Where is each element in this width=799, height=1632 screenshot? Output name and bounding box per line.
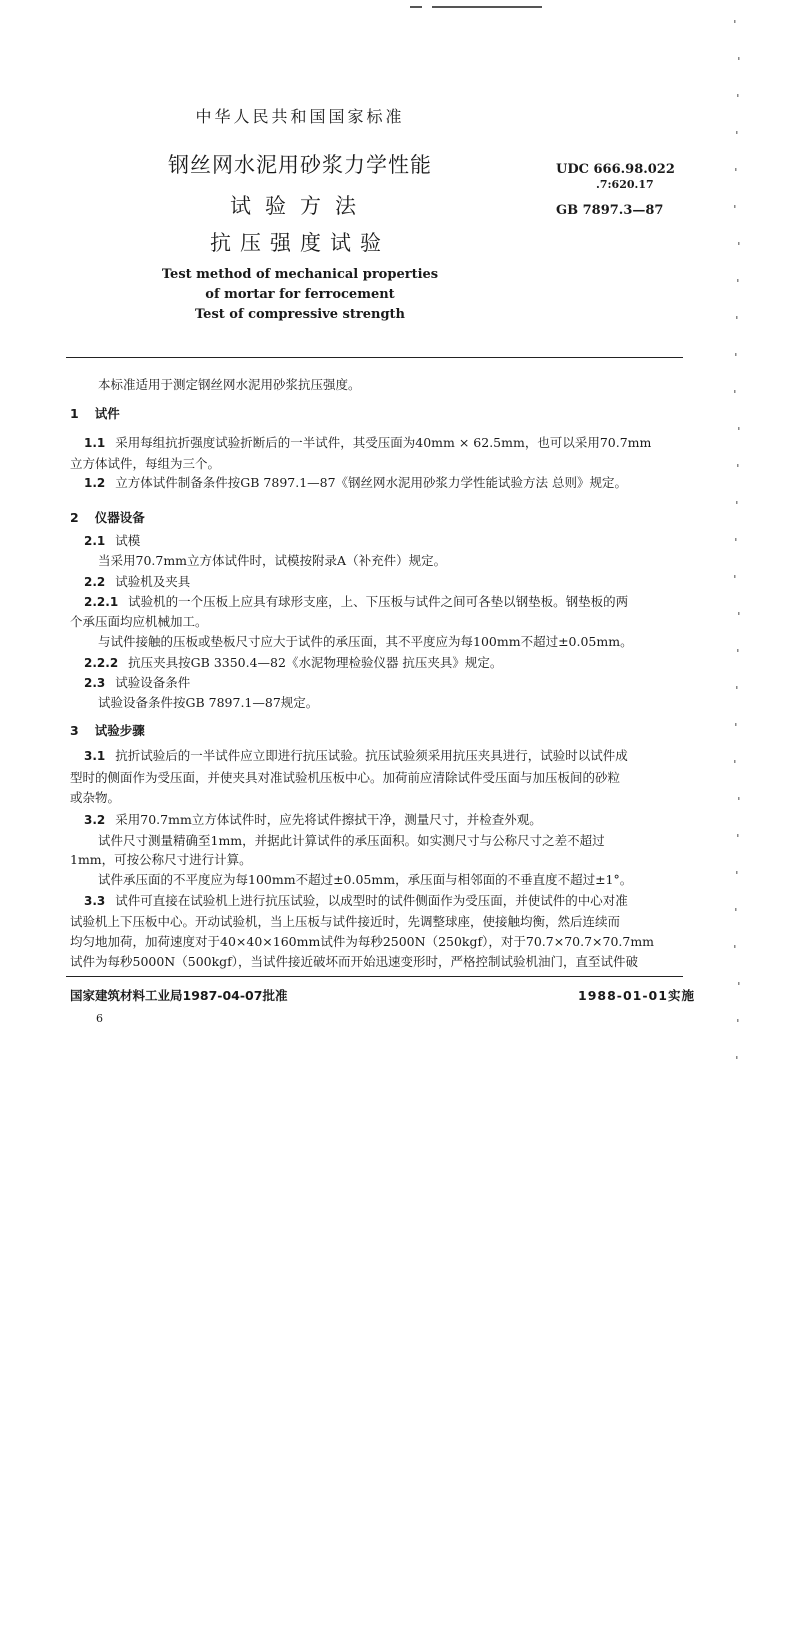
- speckle-dot: [735, 353, 737, 356]
- page-number: 6: [96, 1012, 103, 1025]
- clause-title: 试验设备条件: [115, 675, 191, 690]
- speckle-dot: [737, 1019, 739, 1022]
- speckle-dot: [736, 316, 738, 319]
- clause-3-3: [84, 893, 628, 909]
- speckle-dot: [738, 797, 740, 800]
- section-title: 仪器设备: [94, 510, 145, 525]
- clause-3-1: [84, 748, 628, 764]
- clause-2-3: [84, 675, 190, 691]
- english-title-line-2: of mortar for ferrocement: [205, 287, 395, 302]
- clause-3-2: [84, 812, 542, 828]
- clause-3-1-cont-1: 型时的侧面作为受压面，并使夹具对准试验机压板中心。加荷前应清除试件受压面与加压板间的砂粒: [70, 770, 621, 785]
- speckle-dot: [734, 205, 736, 208]
- footer-divider: [66, 976, 683, 977]
- effective-date: 1988-01-01实施: [578, 988, 695, 1003]
- clause-number: 2.3: [84, 676, 106, 690]
- speckle-dot: [736, 501, 738, 504]
- clause-3-3-cont-2: 均匀地加荷，加荷速度对于40×40×160mm试件为每秒2500N（250kgf），对于70.7×70.7×70.7mm: [70, 934, 655, 949]
- speckle-dot: [737, 279, 739, 282]
- clause-number: 1.2: [84, 476, 106, 490]
- clause-text: 试验机的一个压板上应具有球形支座，上、下压板与试件之间可各垫以钢垫板。钢垫板的两: [128, 594, 629, 609]
- section-title: 试验步骤: [94, 723, 145, 738]
- scan-mark-top-short: [410, 6, 422, 8]
- clause-number: 1.1: [84, 436, 106, 450]
- speckle-dot: [734, 20, 736, 23]
- title-line-3: 抗压强度试验: [210, 231, 390, 255]
- speckle-dot: [736, 686, 738, 689]
- speckle-dot: [738, 242, 740, 245]
- gb-code: GB 7897.3—87: [556, 203, 664, 218]
- clause-number: 2.2.2: [84, 656, 119, 670]
- section-2-heading: [70, 507, 145, 526]
- speckle-dot: [737, 649, 739, 652]
- speckle-dot: [736, 871, 738, 874]
- clause-text: 抗压夹具按GB 3350.4—82《水泥物理检验仪器 抗压夹具》规定。: [128, 655, 503, 670]
- clause-2-1-text: 当采用70.7mm立方体试件时，试模按附录A（补充件）规定。: [98, 553, 447, 568]
- english-title-line-1: Test method of mechanical properties: [161, 267, 439, 282]
- speckle-dot: [735, 538, 737, 541]
- clause-number: 2.2.1: [84, 595, 119, 609]
- section-3-heading: [70, 720, 145, 739]
- section-number: 3: [70, 723, 79, 738]
- title-line-2: 试验方法: [230, 194, 370, 218]
- clause-3-3-cont-1: 试验机上下压板中心。开动试验机，当上压板与试件接近时，先调整球座，使接触均衡，然后连续而: [70, 914, 621, 929]
- section-number: 1: [70, 406, 79, 421]
- speckle-dot: [738, 612, 740, 615]
- clause-text: 试件可直接在试验机上进行抗压试验，以成型时的试件侧面作为受压面，并使试件的中心对准: [115, 893, 628, 908]
- approval-line: 国家建筑材料工业局1987-04-07批准: [70, 988, 288, 1003]
- national-standard-label: 中华人民共和国国家标准: [195, 107, 405, 126]
- speckle-dot: [734, 575, 736, 578]
- clause-text: 抗折试验后的一半试件应立即进行抗压试验。抗压试验须采用抗压夹具进行，试验时以试件成: [115, 748, 628, 763]
- speckle-dot: [734, 390, 736, 393]
- speckle-dot: [735, 168, 737, 171]
- udc-code: UDC 666.98.022: [556, 162, 675, 177]
- clause-text: 采用70.7mm立方体试件时，应先将试件擦拭干净，测量尺寸，并检查外观。: [115, 812, 542, 827]
- speckle-dot: [734, 945, 736, 948]
- speckle-dot: [736, 131, 738, 134]
- clause-2-2-1-flatness: 与试件接触的压板或垫板尺寸应大于试件的承压面，其不平度应为每100mm不超过±0.05mm。: [98, 634, 633, 649]
- clause-2-2-1-cont: 个承压面均应机械加工。: [70, 614, 208, 629]
- scan-edge-speckle: [726, 0, 746, 1100]
- clause-2-3-text: 试验设备条件按GB 7897.1—87规定。: [98, 695, 319, 710]
- speckle-dot: [738, 982, 740, 985]
- clause-3-1-cont-2: 或杂物。: [70, 790, 121, 805]
- speckle-dot: [734, 760, 736, 763]
- clause-text: 立方体试件制备条件按GB 7897.1—87《钢丝网水泥用砂浆力学性能试验方法 总则》规定。: [115, 475, 628, 490]
- clause-number: 2.2: [84, 575, 106, 589]
- clause-2-2-1: [84, 594, 628, 610]
- clause-2-2: [84, 574, 190, 590]
- clause-3-2-flatness: 试件承压面的不平度应为每100mm不超过±0.05mm，承压面与相邻面的不垂直度不超过±1°。: [98, 872, 633, 887]
- clause-1-1-cont: 立方体试件，每组为三个。: [70, 456, 221, 471]
- clause-2-1: [84, 533, 140, 549]
- intro-text: 本标准适用于测定钢丝网水泥用砂浆抗压强度。: [98, 377, 361, 392]
- section-1-heading: [70, 403, 120, 422]
- header-divider: [66, 357, 683, 358]
- clause-1-2: [84, 475, 627, 491]
- speckle-dot: [737, 464, 739, 467]
- title-line-1: 钢丝网水泥用砂浆力学性能: [168, 153, 432, 177]
- speckle-dot: [735, 908, 737, 911]
- english-title-line-3: Test of compressive strength: [194, 307, 405, 322]
- clause-2-2-2: [84, 655, 502, 671]
- clause-title: 试模: [115, 533, 141, 548]
- scan-mark-top: [432, 6, 542, 8]
- clause-3-3-cont-3: 试件为每秒5000N（500kgf），当试件接近破坏而开始迅速变形时，严格控制试验机油门，直至试件破: [70, 954, 639, 969]
- section-title: 试件: [94, 406, 120, 421]
- speckle-dot: [737, 94, 739, 97]
- speckle-dot: [735, 723, 737, 726]
- section-number: 2: [70, 510, 79, 525]
- clause-text: 采用每组抗折强度试验折断后的一半试件，其受压面为40mm × 62.5mm，也可以采用70.7mm: [115, 435, 652, 450]
- speckle-dot: [738, 427, 740, 430]
- clause-number: 3.1: [84, 749, 106, 763]
- speckle-dot: [736, 1056, 738, 1059]
- clause-number: 2.1: [84, 534, 106, 548]
- speckle-dot: [738, 57, 740, 60]
- clause-number: 3.2: [84, 813, 106, 827]
- clause-1-1: [84, 435, 651, 451]
- clause-number: 3.3: [84, 894, 106, 908]
- speckle-dot: [737, 834, 739, 837]
- clause-title: 试验机及夹具: [115, 574, 191, 589]
- clause-3-2-measure-cont: 1mm，可按公称尺寸进行计算。: [70, 852, 252, 867]
- clause-3-2-measure: 试件尺寸测量精确至1mm，并据此计算试件的承压面积。如实测尺寸与公称尺寸之差不超过: [98, 833, 605, 848]
- udc-code-suffix: .7:620.17: [596, 178, 654, 191]
